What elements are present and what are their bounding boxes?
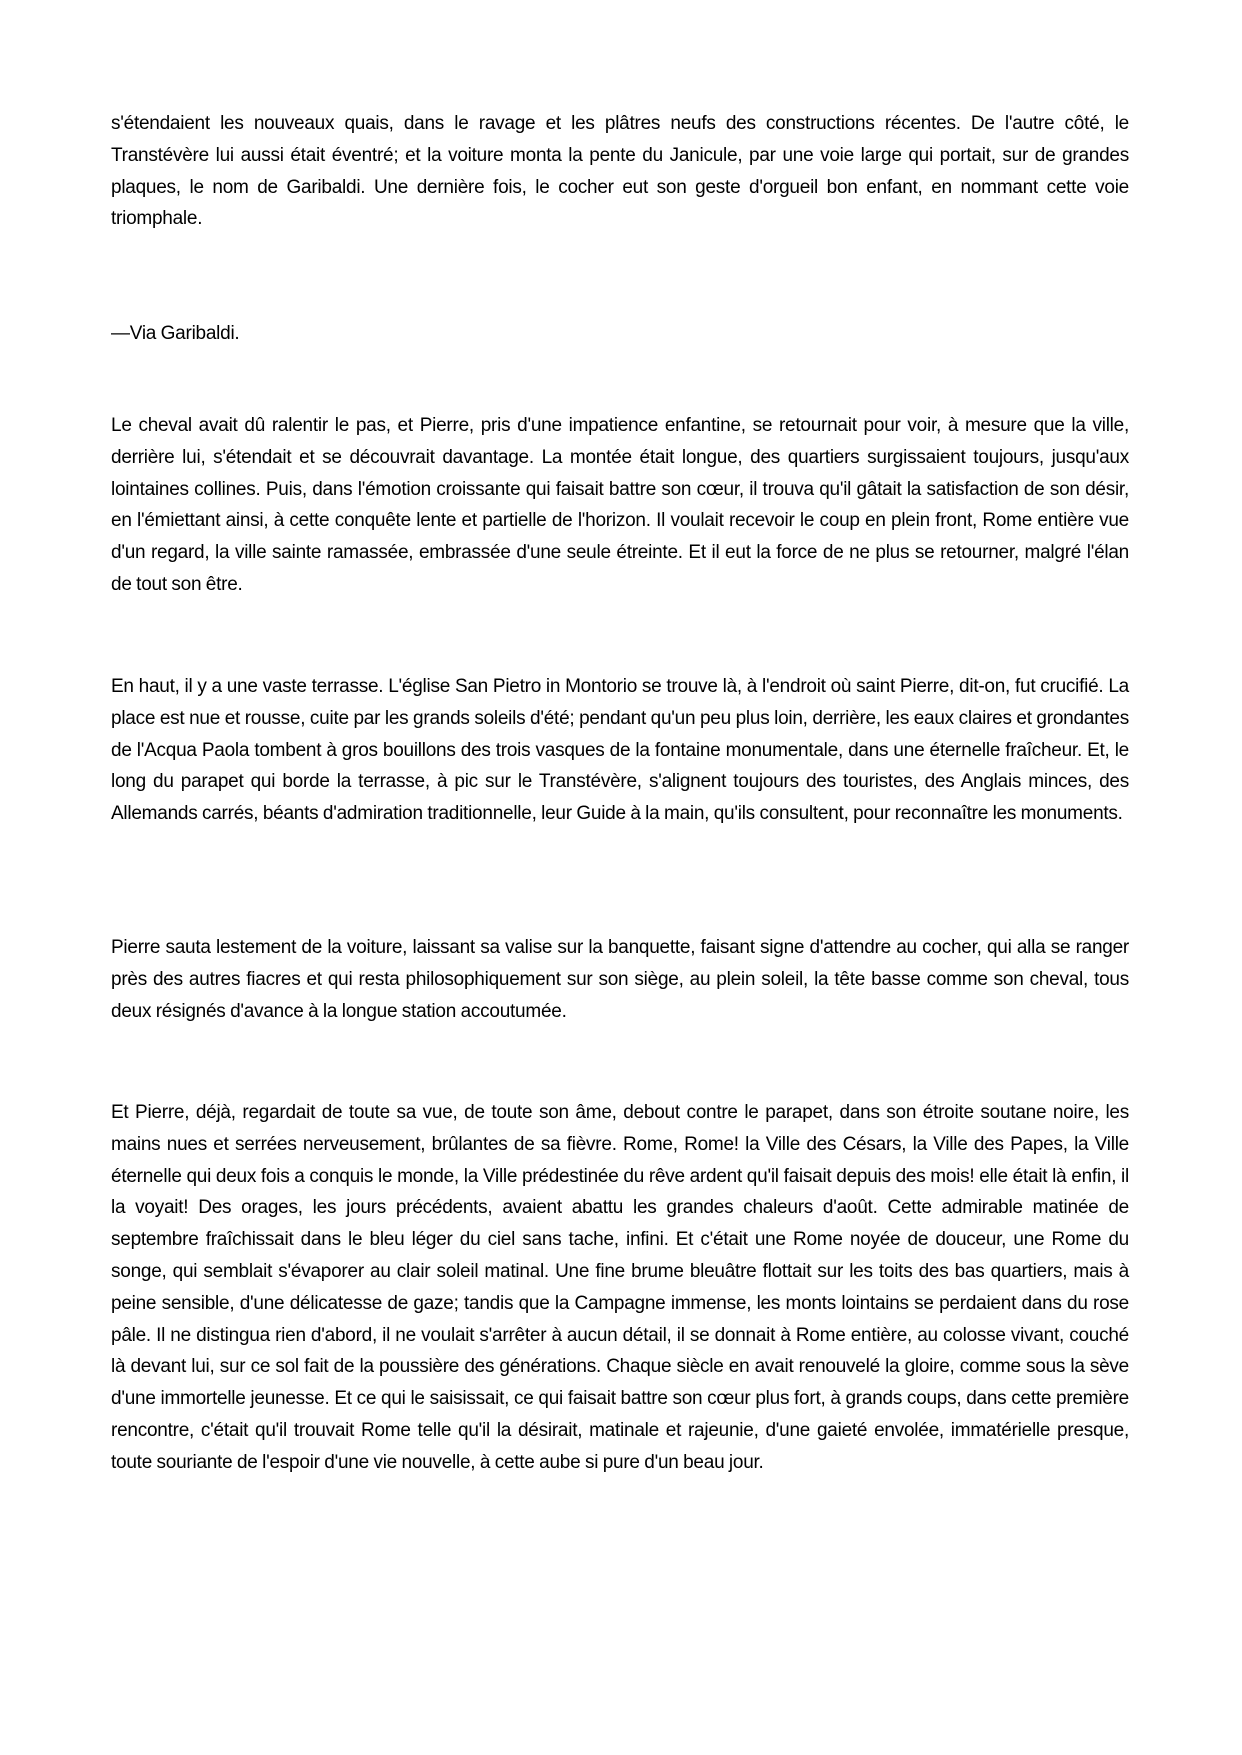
paragraph-rome: Et Pierre, déjà, regardait de toute sa vue, de toute son âme, debout contre le parapet, dans son étroite soutane noire, les mains nues et serrées nerveusement, brûlantes de sa fièvre. Rome, Rome! la Ville des Césars, la Ville des Papes, la Ville éternelle qui deux fois a conquis le monde, la Ville prédestinée du rêve ardent qu'il faisait depuis des mois! elle était là enfin, il la voyait! Des orages, les jours précédents, avaient abattu les grandes chaleurs d'août. Cette admirable matinée de septembre fraîchissait dans le bleu léger du ciel sans tache, infini. Et c'était une Rome noyée de douceur, une Rome du songe, qui semblait s'évaporer au clair soleil matinal. Une fine brume bleuâtre flottait sur les toits des bas quartiers, mais à peine sensible, d'une délicatesse de gaze; tandis que la Campagne immense, les monts lointains se perdaient dans du rose pâle. Il ne distingua rien d'abord, il ne voulait s'arrêter à aucun détail, il se donnait à Rome entière, au colosse vivant, couché là devant lui, sur ce sol fait de la poussière des générations. Chaque siècle en avait renouvelé la gloire, comme sous la sève d'une immortelle jeunesse. Et ce qui le saisissait, ce qui faisait battre son cœur plus fort, à grands coups, dans cette première rencontre, c'était qu'il trouvait Rome telle qu'il la désirait, matinale et rajeunie, d'une gaieté envolée, immatérielle presque, toute souriante de l'espoir d'une vie nouvelle, à cette aube si pure d'un beau jour.: [111, 1102, 1129, 1473]
paragraph-cheval: Le cheval avait dû ralentir le pas, et Pierre, pris d'une impatience enfantine, se retournait pour voir, à mesure que la ville, derrière lui, s'étendait et se découvrait davantage. La montée était longue, des quartiers surgissaient toujours, jusqu'aux lointaines collines. Puis, dans l'émotion croissante qui faisait battre son cœur, il trouva qu'il gâtait la satisfaction de son désir, en l'émiettant ainsi, à cette conquête lente et partielle de l'horizon. Il voulait recevoir le coup en plein front, Rome entière vue d'un regard, la ville sainte ramassée, embrassée d'une seule étreinte. Et il eut la force de ne plus se retourner, malgré l'élan de tout son être.: [111, 415, 1129, 595]
paragraph-quais: s'étendaient les nouveaux quais, dans le ravage et les plâtres neufs des constructions récentes. De l'autre côté, le Transtévère lui aussi était éventré; et la voiture monta la pente du Janicule, par une voie large qui portait, sur de grandes plaques, le nom de Garibaldi. Une dernière fois, le cocher eut son geste d'orgueil bon enfant, en nommant cette voie triomphale.: [111, 113, 1129, 230]
paragraph-pierre-sauta: Pierre sauta lestement de la voiture, laissant sa valise sur la banquette, faisant signe d'attendre au cocher, qui alla se ranger près des autres fiacres et qui resta philosophiquement sur son siège, au plein soleil, la tête basse comme son cheval, tous deux résignés d'avance à la longue station accoutumée.: [111, 937, 1129, 1022]
paragraph-via-garibaldi: —Via Garibaldi.: [111, 323, 240, 344]
paragraph-terrasse: En haut, il y a une vaste terrasse. L'église San Pietro in Montorio se trouve là, à l'endroit où saint Pierre, dit-on, fut crucifié. La place est nue et rousse, cuite par les grands soleils d'été; pendant qu'un peu plus loin, derrière, les eaux claires et grondantes de l'Acqua Paola tombent à gros bouillons des trois vasques de la fontaine monumentale, dans une éternelle fraîcheur. Et, le long du parapet qui borde la terrasse, à pic sur le Transtévère, s'alignent toujours des touristes, des Anglais minces, des Allemands carrés, béants d'admiration traditionnelle, leur Guide à la main, qu'ils consultent, pour reconnaître les monuments.: [111, 676, 1129, 825]
